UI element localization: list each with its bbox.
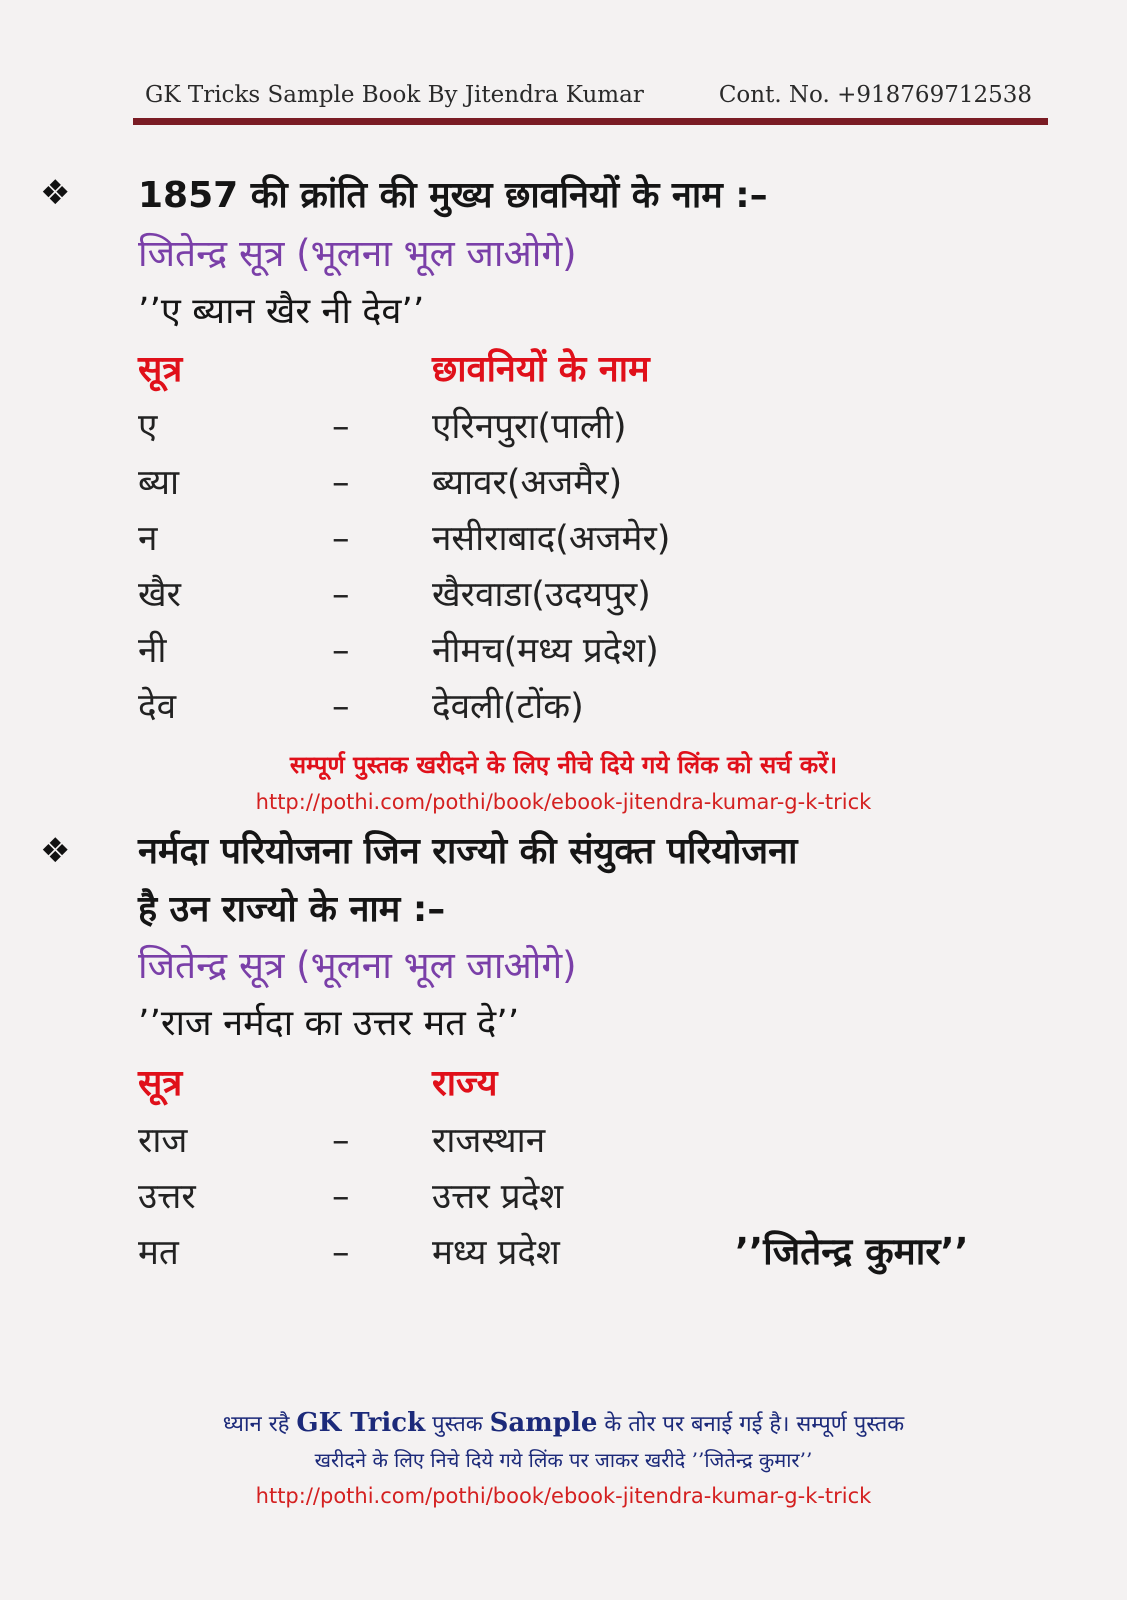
diamond-bullet-icon: ❖ bbox=[40, 831, 71, 871]
footer-text-d: Sample bbox=[489, 1408, 598, 1438]
table-row bbox=[0, 1120, 1127, 1176]
section1-col-key-heading: सूत्र bbox=[138, 349, 183, 390]
footer-text-b: GK Trick bbox=[296, 1408, 426, 1438]
row-dash: – bbox=[332, 631, 350, 671]
section2-col-key-heading: सूत्र bbox=[138, 1063, 183, 1104]
section2-title-line2: है उन राज्यो के नाम :– bbox=[138, 889, 446, 930]
row-value: नीमच(मध्य प्रदेश) bbox=[432, 631, 659, 671]
section2-title-line1: नर्मदा परियोजना जिन राज्यो की संयुक्त परियोजना bbox=[138, 831, 798, 872]
section1-col-val-heading: छावनियों के नाम bbox=[432, 349, 650, 390]
section2-col-val-heading: राज्य bbox=[432, 1063, 498, 1104]
section2-mnemonic-quote: ’’राज नर्मदा का उत्तर मत दे’’ bbox=[138, 1003, 520, 1044]
row-key: ब्या bbox=[138, 463, 180, 503]
footer-note-line2: खरीदने के लिए निचे दिये गये लिंक पर जाकर खरीदे ’’जितेन्द्र कुमार’’ bbox=[314, 1448, 813, 1472]
table-row bbox=[0, 574, 1127, 630]
row-value: खैरवाडा(उदयपुर) bbox=[432, 575, 651, 615]
table-row bbox=[0, 686, 1127, 742]
section2-sutra-heading: जितेन्द्र सूत्र (भूलना भूल जाओगे) bbox=[138, 944, 577, 987]
promo-link[interactable]: http://pothi.com/pothi/book/ebook-jitendra-kumar-g-k-trick bbox=[255, 790, 872, 814]
row-key: उत्तर bbox=[138, 1177, 196, 1217]
row-dash: – bbox=[332, 687, 350, 727]
row-dash: – bbox=[332, 519, 350, 559]
row-dash: – bbox=[332, 1233, 350, 1273]
header-title: GK Tricks Sample Book By Jitendra Kumar bbox=[145, 82, 644, 108]
row-value: नसीराबाद(अजमेर) bbox=[432, 519, 671, 559]
row-value: ब्यावर(अजमैर) bbox=[432, 463, 623, 503]
row-dash: – bbox=[332, 1121, 350, 1161]
section1-mnemonic-quote: ’’ए ब्यान खैर नी देव’’ bbox=[138, 291, 425, 332]
header-rule bbox=[133, 118, 1048, 125]
row-value: देवली(टोंक) bbox=[432, 687, 584, 727]
table-row bbox=[0, 1176, 1127, 1232]
promo-text: सम्पूर्ण पुस्तक खरीदने के लिए नीचे दिये गये लिंक को सर्च करें। bbox=[289, 751, 838, 779]
table-row bbox=[0, 518, 1127, 574]
row-dash: – bbox=[332, 575, 350, 615]
row-key: ए bbox=[138, 407, 158, 447]
footer-text-a: ध्यान रहै bbox=[222, 1412, 297, 1437]
row-value: मध्य प्रदेश bbox=[432, 1233, 560, 1273]
row-dash: – bbox=[332, 463, 350, 503]
page-header bbox=[133, 82, 1048, 128]
row-key: देव bbox=[138, 687, 177, 727]
row-value: एरिनपुरा(पाली) bbox=[432, 407, 627, 447]
footer-text-c: पुस्तक bbox=[425, 1412, 490, 1437]
header-contact: Cont. No. +918769712538 bbox=[718, 82, 1032, 108]
footer-link[interactable]: http://pothi.com/pothi/book/ebook-jitendra-kumar-g-k-trick bbox=[255, 1484, 872, 1508]
footer-text-e: के तोर पर बनाई गई है। सम्पूर्ण पुस्तक bbox=[597, 1412, 905, 1437]
table-row bbox=[0, 462, 1127, 518]
row-key: न bbox=[138, 519, 158, 559]
table-row bbox=[0, 630, 1127, 686]
row-key: मत bbox=[138, 1233, 179, 1273]
row-value: उत्तर प्रदेश bbox=[432, 1177, 564, 1217]
footer-note-line1 bbox=[0, 1408, 1127, 1438]
row-dash: – bbox=[332, 1177, 350, 1217]
row-key: नी bbox=[138, 631, 167, 671]
section1-sutra-heading: जितेन्द्र सूत्र (भूलना भूल जाओगे) bbox=[138, 232, 577, 275]
row-value: राजस्थान bbox=[432, 1121, 546, 1161]
row-dash: – bbox=[332, 407, 350, 447]
row-key: खैर bbox=[138, 575, 181, 615]
author-signature: ’’जितेन्द्र कुमार’’ bbox=[735, 1230, 969, 1273]
row-key: राज bbox=[138, 1121, 188, 1161]
diamond-bullet-icon: ❖ bbox=[40, 173, 71, 213]
table-row bbox=[0, 406, 1127, 462]
section1-title: 1857 की क्रांति की मुख्य छावनियों के नाम :– bbox=[138, 175, 768, 216]
